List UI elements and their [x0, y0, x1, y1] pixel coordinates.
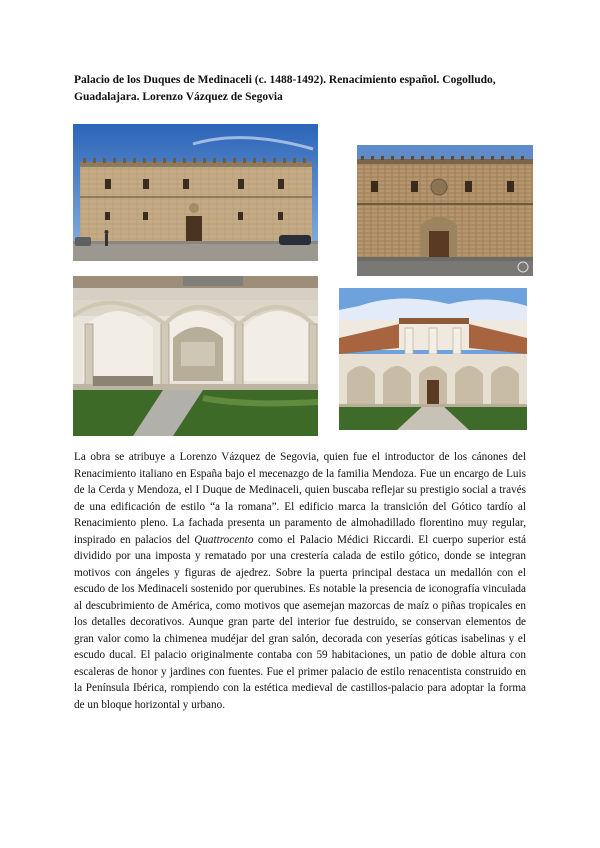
courtyard-arcade-photo [73, 276, 318, 436]
patio-photo [339, 288, 527, 430]
body-text-italic-term: Quattrocento [194, 533, 254, 546]
page-title: Palacio de los Duques de Medinaceli (c. 1488-1492). Renacimiento español. Cogolludo, Guadalajara. Lorenzo Vázquez de Segovia [74, 74, 496, 103]
body-text-part-1: La obra se atribuye a Lorenzo Vázquez de Segovia, quien fue el introductor de los cánones del Renacimiento italiano en España bajo el mecenazgo de la familia Mendoza. Fue un encargo de Luis de la Cerda y Mendoza, el I Duque de Medinaceli, quien buscaba reflejar su prestigio social a través de una edificación de estilo “a la romana”. El edificio marca la transición del Gótico tardío al Renacimiento pleno. La fachada presenta un paramento de almohadillado florentino muy regular, inspirado en palacios del [74, 451, 526, 546]
body-paragraph [74, 449, 526, 713]
body-text-part-2: como el Palacio Médici Riccardi. El cuerpo superior está dividido por una imposta y rematado por una crestería calada de estilo gótico, donde se integran motivos con ángeles y figuras de ajedrez. Sobre la puerta principal destaca un medallón con el escudo de los Medinaceli sostenido por querubines. Es notable la presencia de iconografía vinculada al descubrimiento de América, como motivos que asemejan mazorcas de maíz o piñas tropicales en los detalles decorativos. Aunque gran parte del interior fue destruido, se conservan elementos de gran valor como la chimenea mudéjar del gran salón, decorada con yeserías góticas isabelinas y el escudo ducal. El palacio originalmente contaba con 59 habitaciones, un patio de doble altura con escaleras de honor y jardines con fuentes. Fue el primer palacio de estilo renacentista construido en la Península Ibérica, rompiendo con la estética medieval de castillos-palacio para adoptar la forma de un bloque horizontal y urbano. [74, 533, 526, 711]
facade-photo-wide [73, 124, 318, 261]
facade-photo-close [357, 145, 533, 276]
